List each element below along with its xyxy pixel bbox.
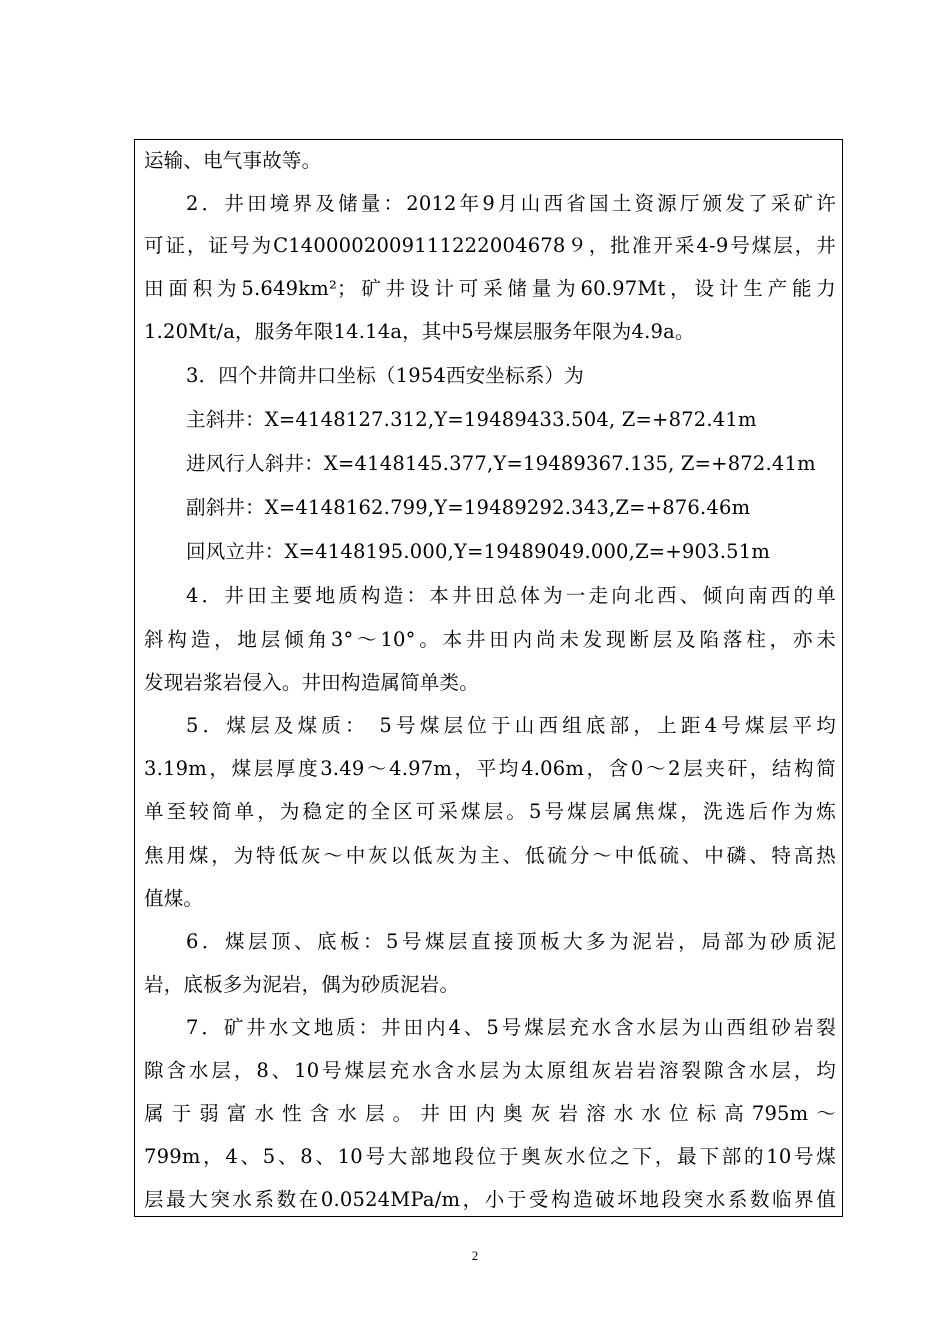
text-line: 值煤。 [144, 887, 204, 910]
text-line: 进风行人斜井：X=4148145.377,Y=19489367.135, Z=+872.41m [186, 452, 816, 475]
text-line: 可证，证号为C1400002009111222004678９，批准开采4-9号煤层，井 [144, 234, 836, 257]
text-line: 属于弱富水性含水层。井田内奥灰岩溶水水位标高795m～ [144, 1102, 836, 1125]
text-line: 单至较简单，为稳定的全区可采煤层。5号煤层属焦煤，洗选后作为炼 [144, 800, 836, 823]
text-line: 回风立井：X=4148195.000,Y=19489049.000,Z=+903.51m [186, 540, 771, 563]
text-line: 运输、电气事故等。 [144, 149, 322, 172]
text-line: 层最大突水系数在0.0524MPa/m，小于受构造破坏地段突水系数临界值 [144, 1188, 836, 1211]
text-line: 5．煤层及煤质： 5号煤层位于山西组底部，上距4号煤层平均 [186, 714, 836, 737]
text-line: 隙含水层，8、10号煤层充水含水层为太原组灰岩岩溶裂隙含水层，均 [144, 1059, 836, 1082]
text-line: 焦用煤，为特低灰～中灰以低灰为主、低硫分～中低硫、中磷、特高热 [144, 844, 836, 867]
text-line: 2．井田境界及储量：2012年9月山西省国土资源厅颁发了采矿许 [186, 192, 836, 215]
text-line: 3．四个井筒井口坐标（1954西安坐标系）为 [186, 364, 584, 387]
text-line: 斜构造，地层倾角3°～10°。本井田内尚未发现断层及陷落柱，亦未 [144, 628, 836, 651]
text-line: 发现岩浆岩侵入。井田构造属简单类。 [144, 671, 479, 694]
text-line: 799m，4、5、8、10号大部地段位于奥灰水位之下，最下部的10号煤 [144, 1145, 836, 1168]
text-line: 7．矿井水文地质：井田内4、5号煤层充水含水层为山西组砂岩裂 [186, 1016, 836, 1039]
text-line: 4．井田主要地质构造：本井田总体为一走向北西、倾向南西的单 [186, 584, 836, 607]
page-number: 2 [471, 1248, 479, 1263]
text-line: 主斜井：X=4148127.312,Y=19489433.504, Z=+872.41m [186, 408, 757, 431]
text-line: 3.19m，煤层厚度3.49～4.97m，平均4.06m，含0～2层夹矸，结构简 [144, 757, 836, 780]
text-line: 岩，底板多为泥岩，偶为砂质泥岩。 [144, 973, 460, 996]
text-line: 1.20Mt/a，服务年限14.14a，其中5号煤层服务年限为4.9a。 [144, 320, 695, 343]
text-line: 田面积为5.649km²；矿井设计可采储量为60.97Mt，设计生产能力 [144, 277, 836, 300]
text-line: 6．煤层顶、底板：5号煤层直接顶板大多为泥岩，局部为砂质泥 [186, 930, 836, 953]
text-line: 副斜井：X=4148162.799,Y=19489292.343,Z=+876.46m [186, 496, 751, 519]
